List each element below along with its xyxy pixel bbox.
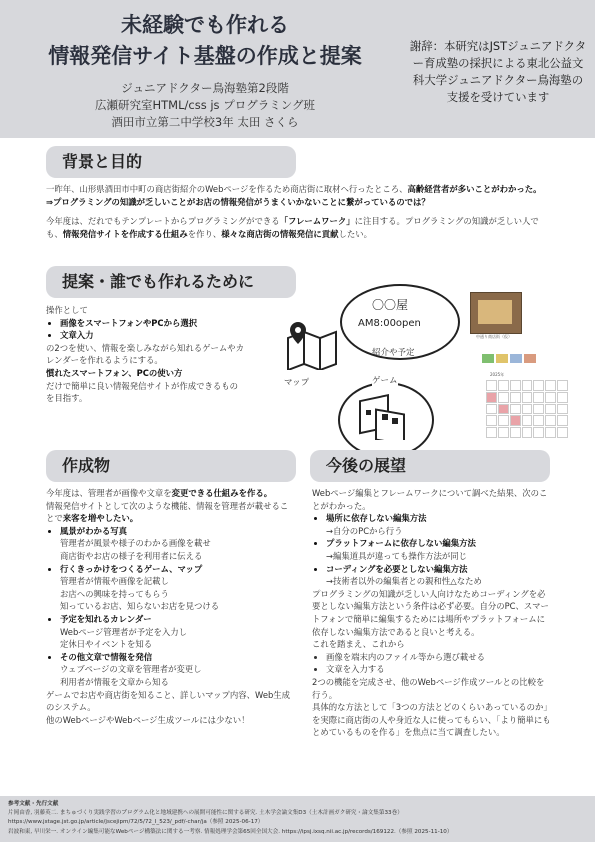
proposal-item-2: • 文章入力 — [60, 329, 246, 342]
made-p3: ゲームでお店や商店街を知ること、詳しいマップ内容、Web生成のシステム。 — [46, 689, 291, 713]
thumb-2 — [496, 354, 508, 363]
map-icon — [282, 320, 342, 370]
bg-p3-b: 「フレームワーク」 — [279, 216, 355, 227]
label-game: ゲーム — [372, 376, 398, 386]
calendar-title: 2025年 — [490, 372, 505, 377]
screenshot-caption: 中通り商店街（仮） — [476, 334, 512, 339]
future-req-3-desc: →技術者以外の編集者との親和性△なため — [326, 576, 482, 587]
proposal-intro: 操作として — [46, 305, 88, 315]
future-req-1-desc: →自分のPCから行う — [326, 525, 403, 536]
made-p4: 他のWebページやWebページ生成ツールには少ない！ — [46, 714, 250, 725]
game-buildings-icon — [356, 392, 410, 440]
future-p2: プログラミングの知識が乏しい人向けなためコーディングを必要としない編集方法という条件は必ず必要。自分のPC、スマートフォンで簡単に編集するためには場所やプラットフォームに依存しない編集方法であると良いと考える。 — [312, 588, 549, 637]
reference-2: 岩波和東, 早川栄一. オンライン編集可能なWebページ構築法に関する一考察. 情報処理学会第65回全国大会. https://ipsj.ixsq.nii.ac.jp/records/169122.（参照 2025-11-10） — [8, 828, 453, 835]
made-feature-2: • 行くきっかけをつくるゲーム、マップ — [60, 563, 296, 576]
future-p4: 2つの機能を完成させ、他のWebページ作成ツールとの比較を行う。 — [312, 676, 545, 700]
affiliation-line3: 酒田市立第二中学校3年 太田 さくら — [111, 115, 299, 129]
future-text — [312, 487, 552, 739]
future-req-2-desc: →編集道具が違っても操作方法が同じ — [326, 550, 468, 561]
proposal-p2-bold: 慣れたスマートフォン、PCの使い方 — [46, 367, 183, 378]
made-f3-d2: 定休日やイベントを知る — [60, 639, 153, 650]
section-heading-future: 今後の展望 — [310, 450, 550, 482]
made-feature-1: • 風景がわかる写真 — [60, 525, 296, 538]
bg-p3-d: 情報発信サイトを作成する仕組み — [62, 228, 188, 239]
made-f1-d1: 管理者が風景や様子のわかる画像を載せ — [60, 538, 211, 549]
bg-p1-b: 高齢経営者が多いことがわかった。 — [407, 184, 542, 194]
label-map: マップ — [284, 378, 310, 388]
made-f2-d1: 管理者が情報や画像を記載し — [60, 576, 169, 587]
thumb-1 — [482, 354, 494, 363]
bubble-open-time: AM8:00open — [358, 318, 421, 329]
reference-1: 片岡由香, 羽藤英二. まちゅづくり実践学習のプログラム化と地域建携への展開可能性に関する研究. 土木学会論文集D3（土木計画ガク研究・論文集第33巻） — [8, 810, 403, 817]
made-text — [46, 487, 296, 726]
made-p2-b: 来客を増やしたい。 — [62, 513, 139, 524]
made-f4-d2: 利用者が情報を文章から知る — [60, 676, 169, 687]
bg-p3-a: 今年度は、だれでもテンプレートからプログラミングができる — [46, 216, 280, 227]
future-req-2: • プラットフォームに依存しない編集方法 — [326, 537, 552, 550]
references-footer — [0, 796, 595, 842]
made-f1-d2: 商店街やお店の様子を利用者に伝える — [60, 550, 203, 561]
proposal-p2: だけで簡単に良い情報発信サイトが作成できるものを目指す。 — [46, 380, 239, 404]
made-p1-b: 変更できる仕組みを作る。 — [171, 488, 273, 498]
made-feature-3: • 予定を知れるカレンダー — [60, 613, 296, 626]
bg-p3-g: したい。 — [338, 228, 373, 239]
bg-p3-e: を作り、 — [187, 228, 222, 239]
thumb-3 — [510, 354, 522, 363]
proposal-p1: の2つを使い、情報を楽しみながら知れるゲームやカレンダーを作れるようにする。 — [46, 342, 244, 366]
future-req-1: • 場所に依存しない編集方法 — [326, 512, 552, 525]
bg-p1-a: 一昨年、山形県酒田市中町の商店街紹介のWebページを作るため商店街に取材へ行ったところ、 — [46, 184, 408, 194]
affiliation-line1: ジュニアドクター鳥海塾第2段階 — [121, 81, 289, 95]
made-f4-d1: ウェブページの文章を管理者が変更し — [60, 664, 202, 675]
proposal-item-1: • 画像をスマートフォンやPCから選択 — [60, 317, 246, 330]
bubble-shop-name: 〇〇屋 — [372, 298, 409, 312]
affiliation-line2: 広瀬研究室HTML/css js プログラミング班 — [95, 98, 315, 112]
made-f3-d1: Webページ管理者が予定を入力し — [60, 626, 187, 637]
future-p1: Webページ編集とフレームワークについて調べた結果、次のことがわかった。 — [312, 488, 548, 511]
future-next-2: • 文章を入力する — [326, 663, 552, 676]
calendar-grid — [486, 380, 568, 438]
bg-p3-f: 様々な商店街の情報発信に貢献 — [221, 228, 339, 239]
acknowledgement: 謝辞：本研究はJSTジュニアドクター育成塾の採択による東北公益文科大学ジュニアドクター鳥海塾の支援を受けています — [409, 39, 587, 104]
made-f2-d2: お店への興味を持ってもらう — [60, 588, 169, 599]
made-p1-a: 今年度は、管理者が画像や文章を — [46, 488, 172, 498]
bg-p3-c: に注目する。プログラミングの知識が乏しい人でも、 — [46, 216, 539, 239]
references-heading: 参考文献・先行文献 — [8, 801, 59, 807]
made-feature-4: • その他文章で情報を発信 — [60, 651, 296, 664]
poster-title-line2: 情報発信サイト基盤の作成と提案 — [48, 44, 362, 68]
thumb-4 — [524, 354, 536, 363]
future-req-3: • コーディングを必要としない編集方法 — [326, 563, 552, 576]
poster-title-line1: 未経験でも作れる — [121, 13, 289, 37]
section-heading-proposal: 提案・誰でも作れるために — [46, 266, 296, 298]
section-heading-made: 作成物 — [46, 450, 296, 482]
shopfront-window — [478, 300, 512, 324]
bg-p2-b: お店の情報発信がうまくいかないことに繋がっているのでは？ — [195, 196, 430, 207]
future-p3: これを踏まえ、これから — [312, 639, 405, 650]
future-p5: 具体的な方法として「3つの方法とどのくらいあっているのか」を実際に商店街の人や身近な人に使ってもらい、「より簡単にもとめているものを作る」を焦点に当て調査したい。 — [312, 702, 552, 738]
made-f2-d3: 知っているお店、知らないお店を見つける — [60, 601, 220, 612]
background-text — [46, 183, 552, 240]
section-heading-background: 背景と目的 — [46, 146, 296, 178]
made-p2-a: 情報発信サイトとして次のような機能、情報を管理者が載せることで — [46, 500, 289, 524]
future-next-1: • 画像を端末内のファイル等から選び載せる — [326, 651, 552, 664]
label-intro-schedule: 紹介や予定 — [372, 348, 415, 358]
bg-p2-a: ⇒プログラミングの知識が乏しいことが — [46, 196, 196, 207]
reference-1-url: https://www.jstage.jst.go.jp/article/jscejipm/72/5/72_I_523/_pdf/-char/ja（参照 2025-06-17） — [8, 819, 264, 826]
proposal-text — [46, 304, 246, 405]
